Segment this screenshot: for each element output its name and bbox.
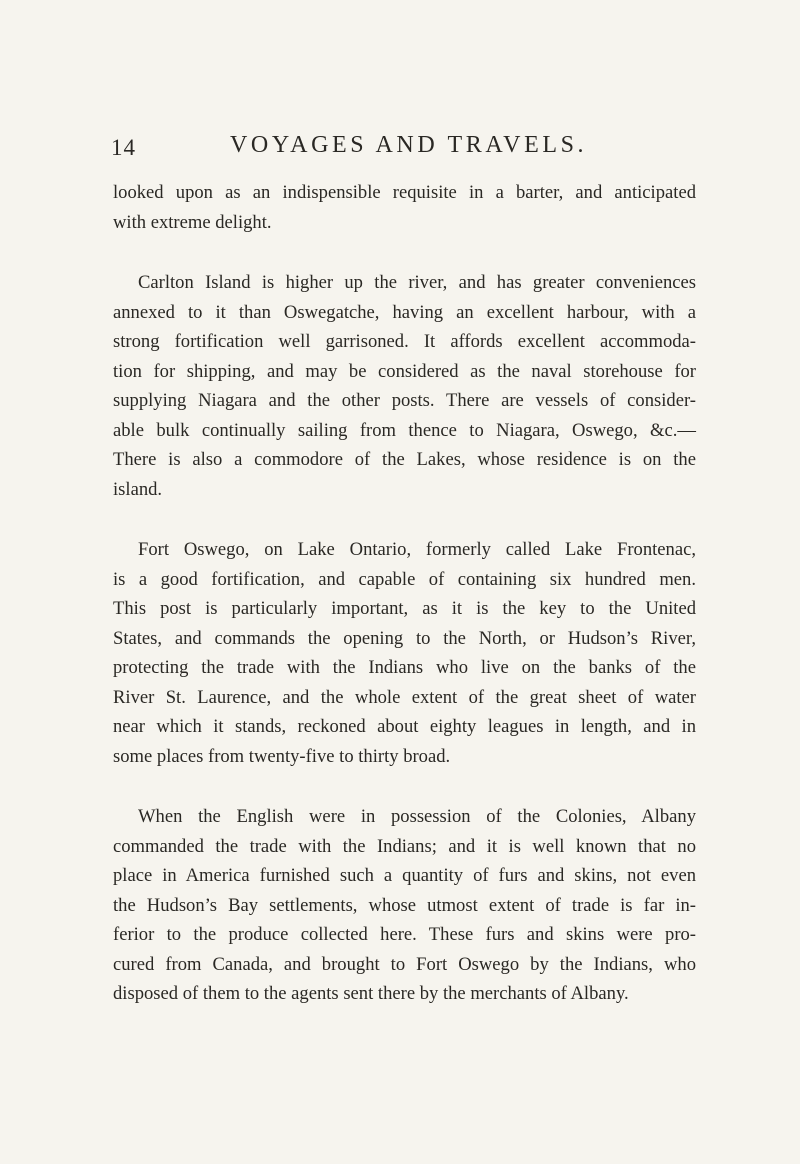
- text-line: cured from Canada, and brought to Fort Oswego by the Indians, who: [113, 953, 696, 975]
- body-text: [113, 178, 696, 1009]
- paragraph-gap: [113, 237, 696, 268]
- text-line: some places from twenty-five to thirty broad.: [113, 745, 451, 767]
- page-number: 14: [111, 135, 136, 160]
- text-line: near which it stands, reckoned about eighty leagues in length, and in: [113, 716, 696, 737]
- paragraph-1: [113, 178, 696, 237]
- text-line: strong fortification well garrisoned. It affords excellent accommoda-: [113, 331, 696, 352]
- paragraph-4: [113, 802, 696, 1009]
- text-line: place in America furnished such a quantity of furs and skins, not even: [113, 865, 696, 886]
- text-line: River St. Laurence, and the whole extent of the great sheet of water: [113, 686, 696, 708]
- text-line: supplying Niagara and the other posts. There are vessels of consider-: [113, 390, 696, 411]
- text-line: with extreme delight.: [113, 211, 272, 233]
- text-line: island.: [113, 478, 163, 500]
- text-line: is a good fortification, and capable of containing six hundred men.: [113, 568, 696, 590]
- text-line: annexed to it than Oswegatche, having an excellent harbour, with a: [113, 301, 696, 323]
- text-line: Fort Oswego, on Lake Ontario, formerly called Lake Frontenac,: [138, 539, 696, 560]
- text-line: the Hudson’s Bay settlements, whose utmost extent of trade is far in-: [113, 894, 696, 916]
- paragraph-gap: [113, 771, 696, 802]
- text-line: There is also a commodore of the Lakes, whose residence is on the: [113, 449, 696, 470]
- text-line: disposed of them to the agents sent there by the merchants of Albany.: [113, 983, 629, 1004]
- text-line: able bulk continually sailing from thence to Niagara, Oswego, &c.—: [113, 419, 696, 441]
- text-line: protecting the trade with the Indians who live on the banks of the: [113, 657, 696, 678]
- paragraph-gap: [113, 504, 696, 535]
- text-line: looked upon as an indispensible requisite in a barter, and anticipated: [113, 182, 696, 203]
- text-line: ferior to the produce collected here. These furs and skins were pro-: [113, 924, 696, 945]
- text-line: States, and commands the opening to the North, or Hudson’s River,: [113, 627, 696, 649]
- running-title: VOYAGES AND TRAVELS.: [230, 132, 588, 158]
- text-line: commanded the trade with the Indians; and it is well known that no: [113, 835, 696, 857]
- text-line: Carlton Island is higher up the river, and has greater conveniences: [138, 272, 696, 293]
- paragraph-2: [113, 268, 696, 504]
- paragraph-3: [113, 535, 696, 771]
- text-line: tion for shipping, and may be considered as the naval storehouse for: [113, 360, 696, 382]
- text-line: When the English were in possession of the Colonies, Albany: [138, 806, 696, 827]
- text-line: This post is particularly important, as it is the key to the United: [113, 598, 696, 619]
